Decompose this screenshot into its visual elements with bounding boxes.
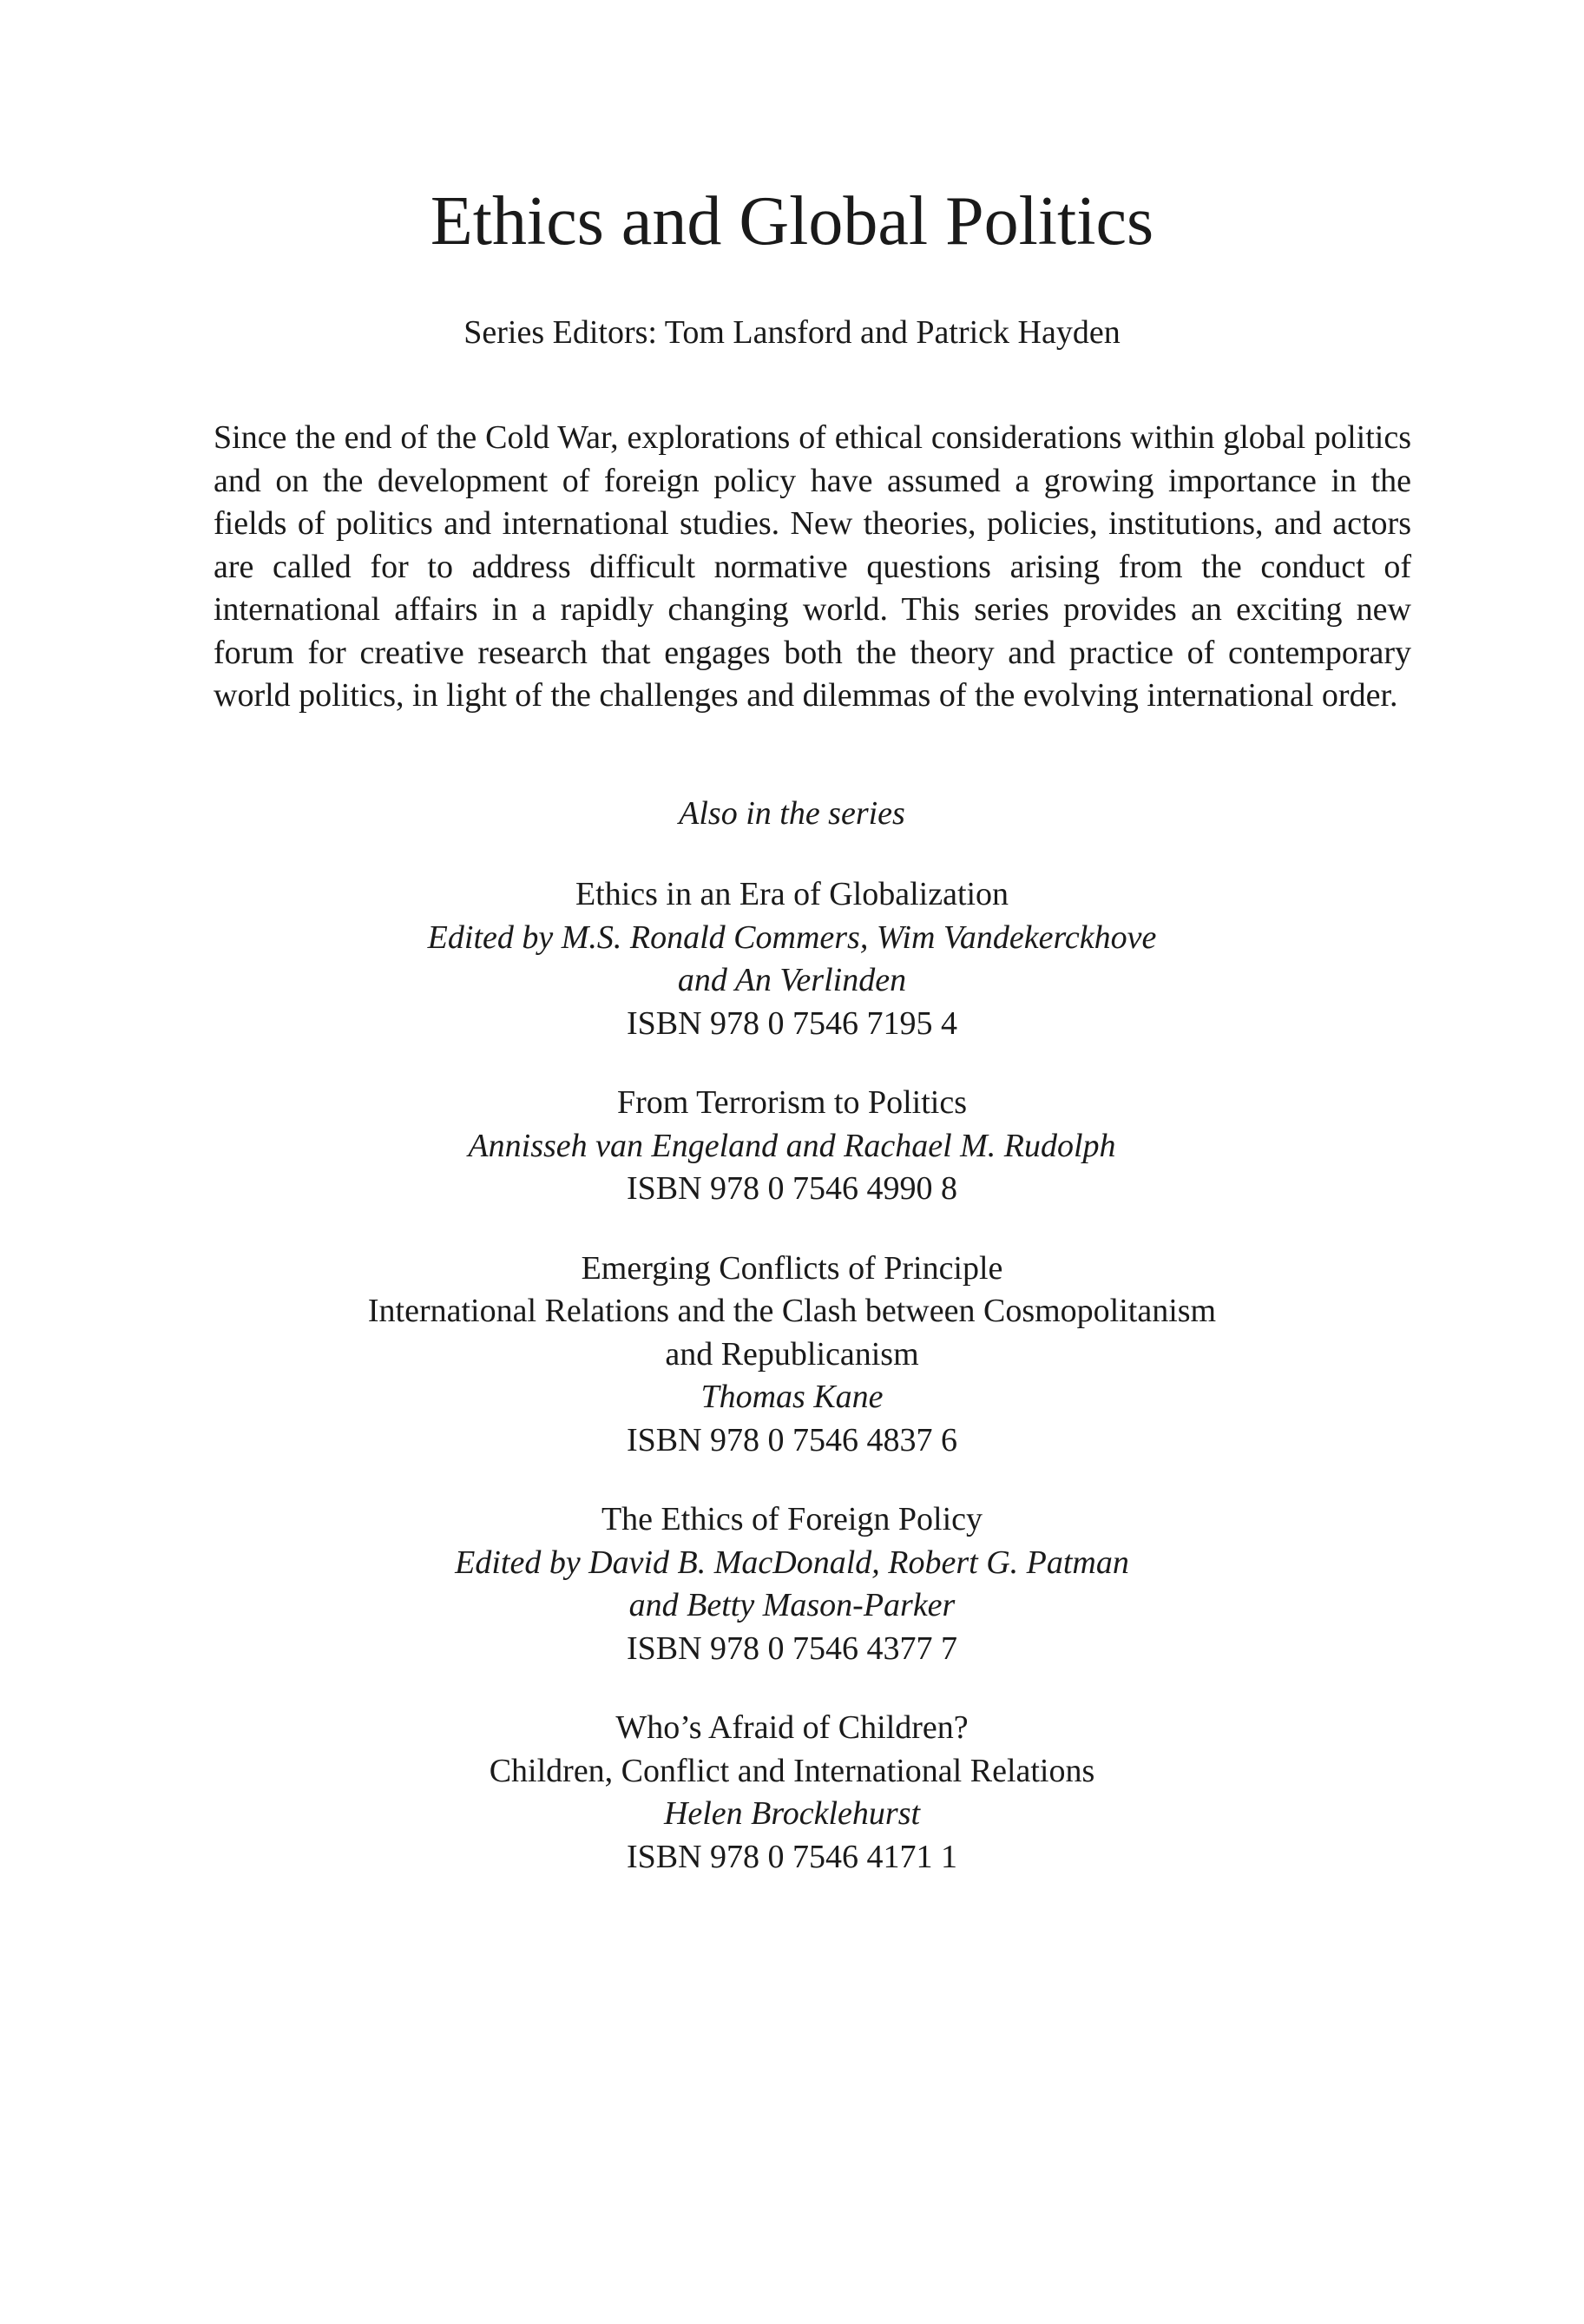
book-author: Annisseh van Engeland and Rachael M. Rudolph (468, 1127, 1116, 1164)
book-isbn: ISBN 978 0 7546 4837 6 (626, 1421, 958, 1458)
series-description: Since the end of the Cold War, explorations of ethical considerations within global politics and on the development of foreign policy have assumed a growing importance in the fields of politics and international studies. New theories, policies, institutions, and actors are called for to address difficult normative questions arising from the conduct of international affairs in a rapidly changing world. This series provides an exciting new forum for creative research that engages both the theory and practice of contemporary world politics, in light of the challenges and dilemmas of the evolving international order. (214, 419, 1411, 714)
book-subtitle: Children, Conflict and International Relations (489, 1752, 1095, 1789)
series-book-list (0, 873, 1584, 1915)
book-title: Ethics in an Era of Globalization (575, 876, 1009, 912)
book-entry (0, 1248, 1584, 1463)
book-author: and An Verlinden (677, 962, 907, 998)
book-title: The Ethics of Foreign Policy (601, 1501, 983, 1537)
book-subtitle: International Relations and the Clash between Cosmopolitanism (367, 1293, 1217, 1329)
book-isbn: ISBN 978 0 7546 4377 7 (626, 1629, 958, 1667)
series-title: Ethics and Global Politics (430, 183, 1154, 260)
book-author: Edited by David B. MacDonald, Robert G. Patman (455, 1544, 1129, 1581)
book-author: and Betty Mason-Parker (628, 1587, 956, 1623)
book-entry (0, 1082, 1584, 1211)
book-entry (0, 1707, 1584, 1879)
book-entry (0, 873, 1584, 1045)
book-isbn: ISBN 978 0 7546 4171 1 (626, 1838, 958, 1875)
book-isbn: ISBN 978 0 7546 7195 4 (626, 1004, 958, 1042)
also-in-series-heading: Also in the series (679, 795, 905, 832)
book-title: From Terrorism to Politics (616, 1084, 968, 1121)
book-entry (0, 1498, 1584, 1670)
series-editors: Series Editors: Tom Lansford and Patrick Hayden (463, 314, 1121, 351)
book-author: Helen Brocklehurst (663, 1795, 921, 1832)
book-author: Thomas Kane (700, 1379, 884, 1415)
book-author: Edited by M.S. Ronald Commers, Wim Vandekerckhove (427, 918, 1157, 956)
book-isbn: ISBN 978 0 7546 4990 8 (626, 1170, 958, 1207)
book-subtitle: and Republicanism (665, 1335, 919, 1373)
book-title: Who’s Afraid of Children? (615, 1709, 969, 1746)
book-title: Emerging Conflicts of Principle (581, 1249, 1003, 1287)
